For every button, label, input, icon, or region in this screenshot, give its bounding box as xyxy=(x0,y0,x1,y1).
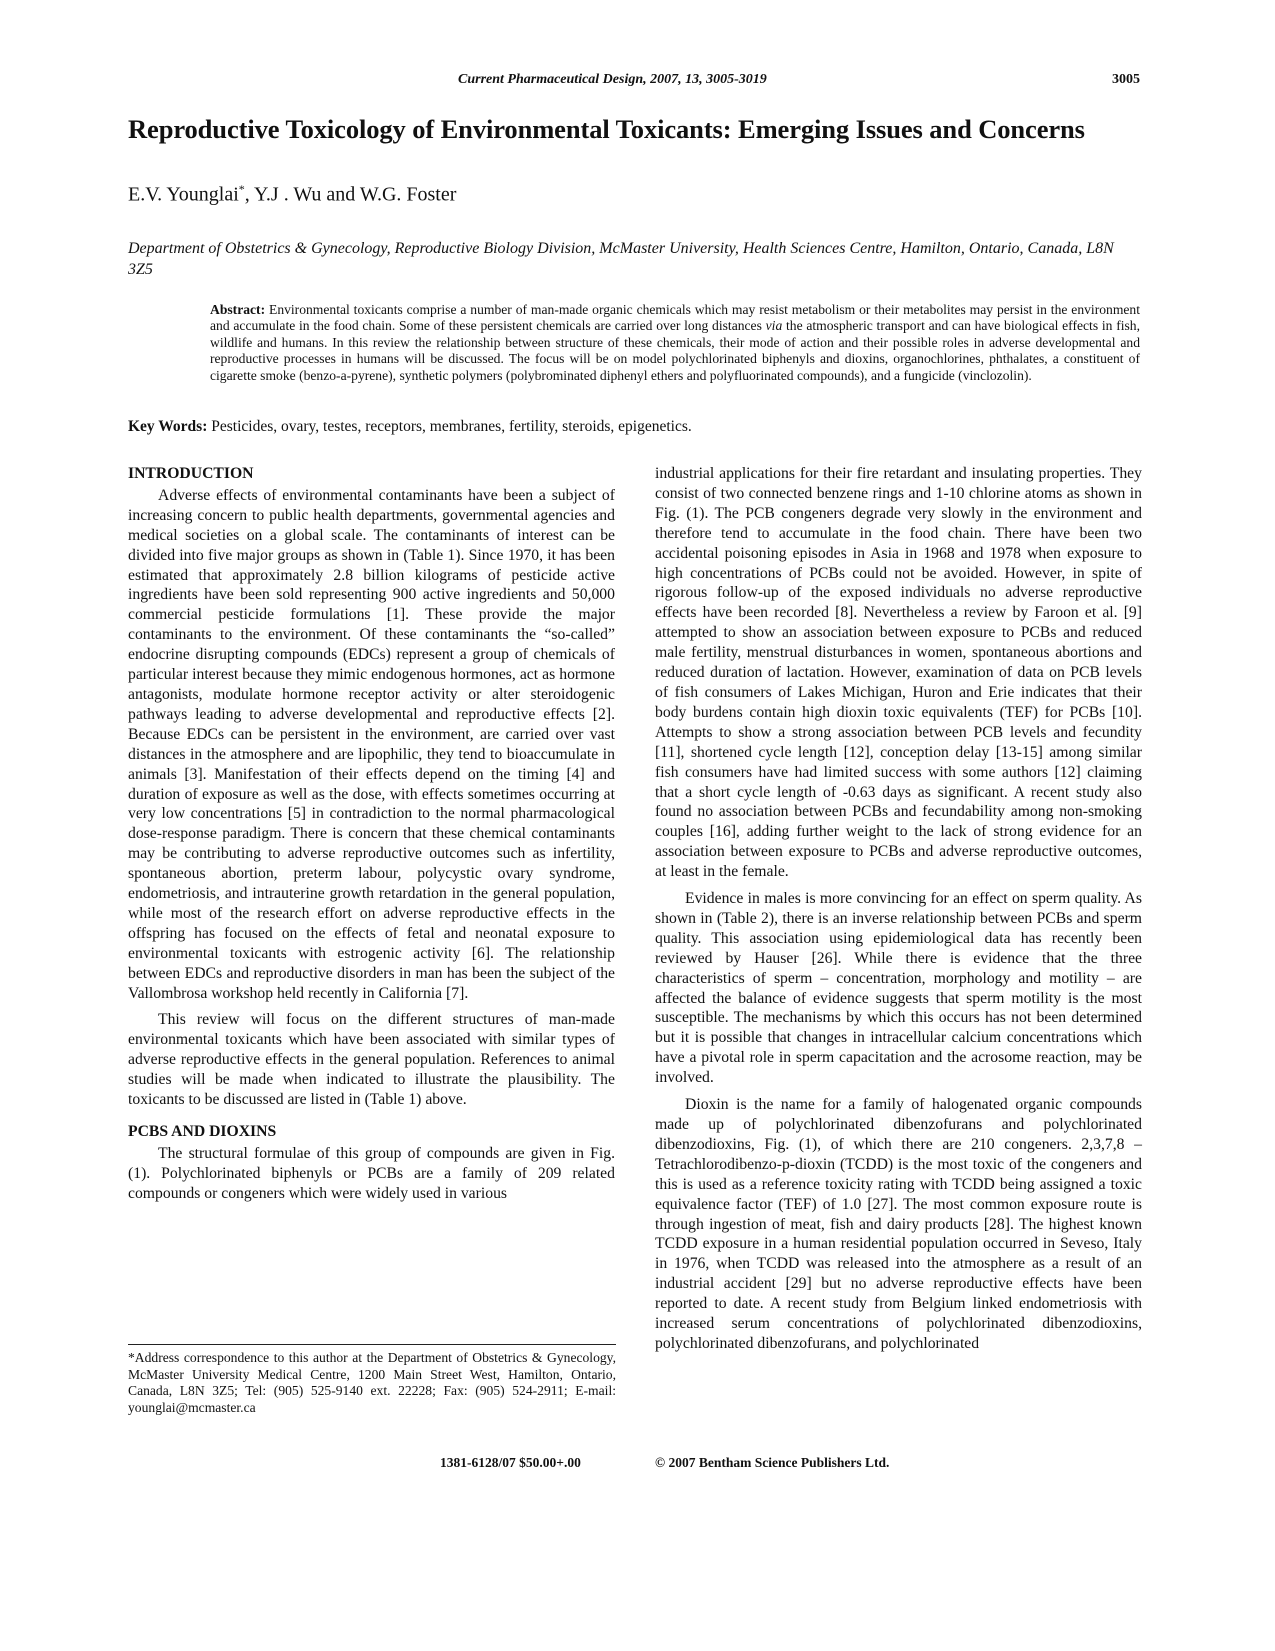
keywords xyxy=(128,418,1140,436)
copyright: © 2007 Bentham Science Publishers Ltd. xyxy=(655,1455,890,1470)
author-list xyxy=(128,182,456,207)
abstract xyxy=(210,302,1140,384)
author-rest: , Y.J . Wu and W.G. Foster xyxy=(244,183,457,206)
author-first: E.V. Younglai xyxy=(128,183,239,206)
correspondence-footnote: *Address correspondence to this author at the Department of Obstetrics & Gynecology, McMaster University Medical Centre, 1200 Main Street West, Hamilton, Ontario, Canada, L8N 3Z5; Tel: (905) 525-9140 ext. 22228; Fax: (905) 524-2911; E-mail: younglai@mcmaster.ca xyxy=(128,1350,616,1415)
paragraph: The structural formulae of this group of compounds are given in Fig. (1). Polychlorinated biphenyls or PCBs are a family of 209 related compounds or congeners which were widely used in various xyxy=(128,1144,615,1202)
paragraph: industrial applications for their fire retardant and insulating properties. They consist of two connected benzene rings and 1-10 chlorine atoms as shown in Fig. (1). The PCB congeners degrade very slowly in the environment and therefore tend to accumulate in the food chain. There have been two accidental poisoning episodes in Asia in 1968 and 1978 when exposure to high concentrations of PCBs could not be avoided. However, in spite of rigorous follow-up of the exposed individuals no adverse reproductive effects have been recorded [8]. Nevertheless a review by Faroon et al. [9] attempted to show an association between exposure to PCBs and reduced male fertility, menstrual disturbances in women, spontaneous abortions and reduced duration of lactation. However, examination of data on PCB levels of fish consumers of Lakes Michigan, Huron and Erie indicates that their body burdens contain high dioxin toxic equivalents (TEF) for PCBs [10]. Attempts to show a strong association between PCB levels and fecundity [11], shortened cycle length [12], conception delay [13-15] among similar fish consumers have had limited success with some authors [12] claiming that a short cycle length of -0.63 days as significant. A recent study also found no association between PCBs and fecundability among non-smoking couples [16], adding further weight to the lack of strong evidence for an association between exposure to PCBs and adverse reproductive outcomes, at least in the female. xyxy=(655,465,1142,881)
corresponding-mark: * xyxy=(238,182,245,196)
paragraph: This review will focus on the different structures of man-made environmental toxicants which have been associated with similar types of adverse reproductive effects in the general population. References to animal studies will be made when indicated to illustrate the plausibility. The toxicants to be discussed are listed in (Table 1) above. xyxy=(128,1011,615,1109)
journal-citation: Current Pharmaceutical Design, 2007, 13, 3005-3019 xyxy=(458,72,767,87)
paragraph: Dioxin is the name for a family of halogenated organic compounds made up of polychlorinated dibenzofurans and polychlorinated dibenzodioxins, Fig. (1), of which there are 210 congeners. 2,3,7,8 – Tetrachlorodibenzo-p-dioxin (TCDD) is the most toxic of the congeners and this is used as a reference toxicity rating with TCDD being assigned a toxic equivalence factor (TEF) of 1.0 [27]. The most common exposure route is through ingestion of meat, fish and dairy products [28]. The highest known TCDD exposure in a human residential population occurred in Seveso, Italy in 1976, when TCDD was released into the atmosphere as a result of an industrial accident [29] but no adverse reproductive effects have been reported to date. A recent study from Belgium linked endometriosis with increased serum concentrations of polychlorinated dibenzodioxins, polychlorinated dibenzofurans, and polychlorinated xyxy=(655,1096,1142,1352)
abstract-label: Abstract: xyxy=(210,302,266,317)
keywords-label: Key Words: xyxy=(128,418,208,435)
abstract-text-a: Environmental toxicants comprise a number of man-made organic chemicals which may resist metabolism or their metabolites may persist in the environment and accumulate in the food chain. Some of these persistent chemicals are carried over long distances xyxy=(210,302,1140,334)
right-column xyxy=(655,464,1142,1361)
section-heading-introduction: INTRODUCTION xyxy=(128,465,254,482)
paragraph: Evidence in males is more convincing for an effect on sperm quality. As shown in (Table 2), there is an inverse relationship between PCBs and sperm quality. This association using epidemiological data has recently been reviewed by Hauser [26]. While there is evidence that the three characteristics of sperm – concentration, morphology and motility – are affected the balance of evidence suggests that sperm motility is the most susceptible. The mechanisms by which this occurs has not been determined but it is possible that changes in intracellular calcium concentrations which have a pivotal role in sperm capacitation and the acrosome reaction, may be involved. xyxy=(655,890,1142,1087)
section-heading-pcbs: PCBS AND DIOXINS xyxy=(128,1123,277,1140)
left-column xyxy=(128,464,615,1211)
affiliation: Department of Obstetrics & Gynecology, Reproductive Biology Division, McMaster University, Health Sciences Centre, Hamilton, Ontario, Canada, L8N 3Z5 xyxy=(128,240,1114,278)
article-title: Reproductive Toxicology of Environmental Toxicants: Emerging Issues and Concerns xyxy=(128,114,1085,144)
running-head xyxy=(128,72,1140,88)
paragraph: Adverse effects of environmental contaminants have been a subject of increasing concern to public health departments, governmental agencies and medical societies on a global scale. The contaminants of interest can be divided into five major groups as shown in (Table 1). Since 1970, it has been estimated that approximately 2.8 billion kilograms of pesticide active ingredients have been sold representing 900 active ingredients and 50,000 commercial pesticide formulations [1]. These provide the major contaminants to the environment. Of these contaminants the “so-called” endocrine disrupting compounds (EDCs) represent a group of chemicals of particular interest because they mimic endogenous hormones, act as hormone antagonists, modulate hormone receptor activity or alter steroidogenic pathways leading to adverse developmental and reproductive effects [2]. Because EDCs can be persistent in the environment, are carried over vast distances in the atmosphere and are lipophilic, they tend to bioaccumulate in animals [3]. Manifestation of their effects depend on the timing [4] and duration of exposure as well as the dose, with effects sometimes occurring at very low concentrations [5] in contradiction to the normal pharmacological dose-response paradigm. There is concern that these chemical contaminants may be contributing to adverse reproductive outcomes such as infertility, spontaneous abortion, preterm labour, polycystic ovary syndrome, endometriosis, and intrauterine growth retardation in the general population, while most of the research effort on adverse reproductive effects in the offspring has focused on the effects of fetal and neonatal exposure to environmental toxicants with estrogenic activity [6]. The relationship between EDCs and reproductive disorders in man has been the subject of the Vallombrosa workshop held recently in California [7]. xyxy=(128,486,615,1002)
issn-price: 1381-6128/07 $50.00+.00 xyxy=(440,1455,581,1470)
abstract-text-b: the atmospheric transport and can have biological effects in fish, wildlife and humans. In this review the relationship between structure of these chemicals, their mode of action and their possible roles in adverse developmental and reproductive processes in humans will be discussed. The focus will be on model polychlorinated biphenyls and dioxins, organochlorines, phthalates, a constituent of cigarette smoke (benzo-a-pyrene), synthetic polymers (polybrominated diphenyl ethers and polyfluorinated compounds), and a fungicide (vinclozolin). xyxy=(210,318,1140,383)
keywords-text: Pesticides, ovary, testes, receptors, membranes, fertility, steroids, epigenetics. xyxy=(207,418,692,435)
footnote-divider xyxy=(128,1344,616,1345)
page-number: 3005 xyxy=(1112,72,1140,87)
abstract-via: via xyxy=(765,318,783,334)
